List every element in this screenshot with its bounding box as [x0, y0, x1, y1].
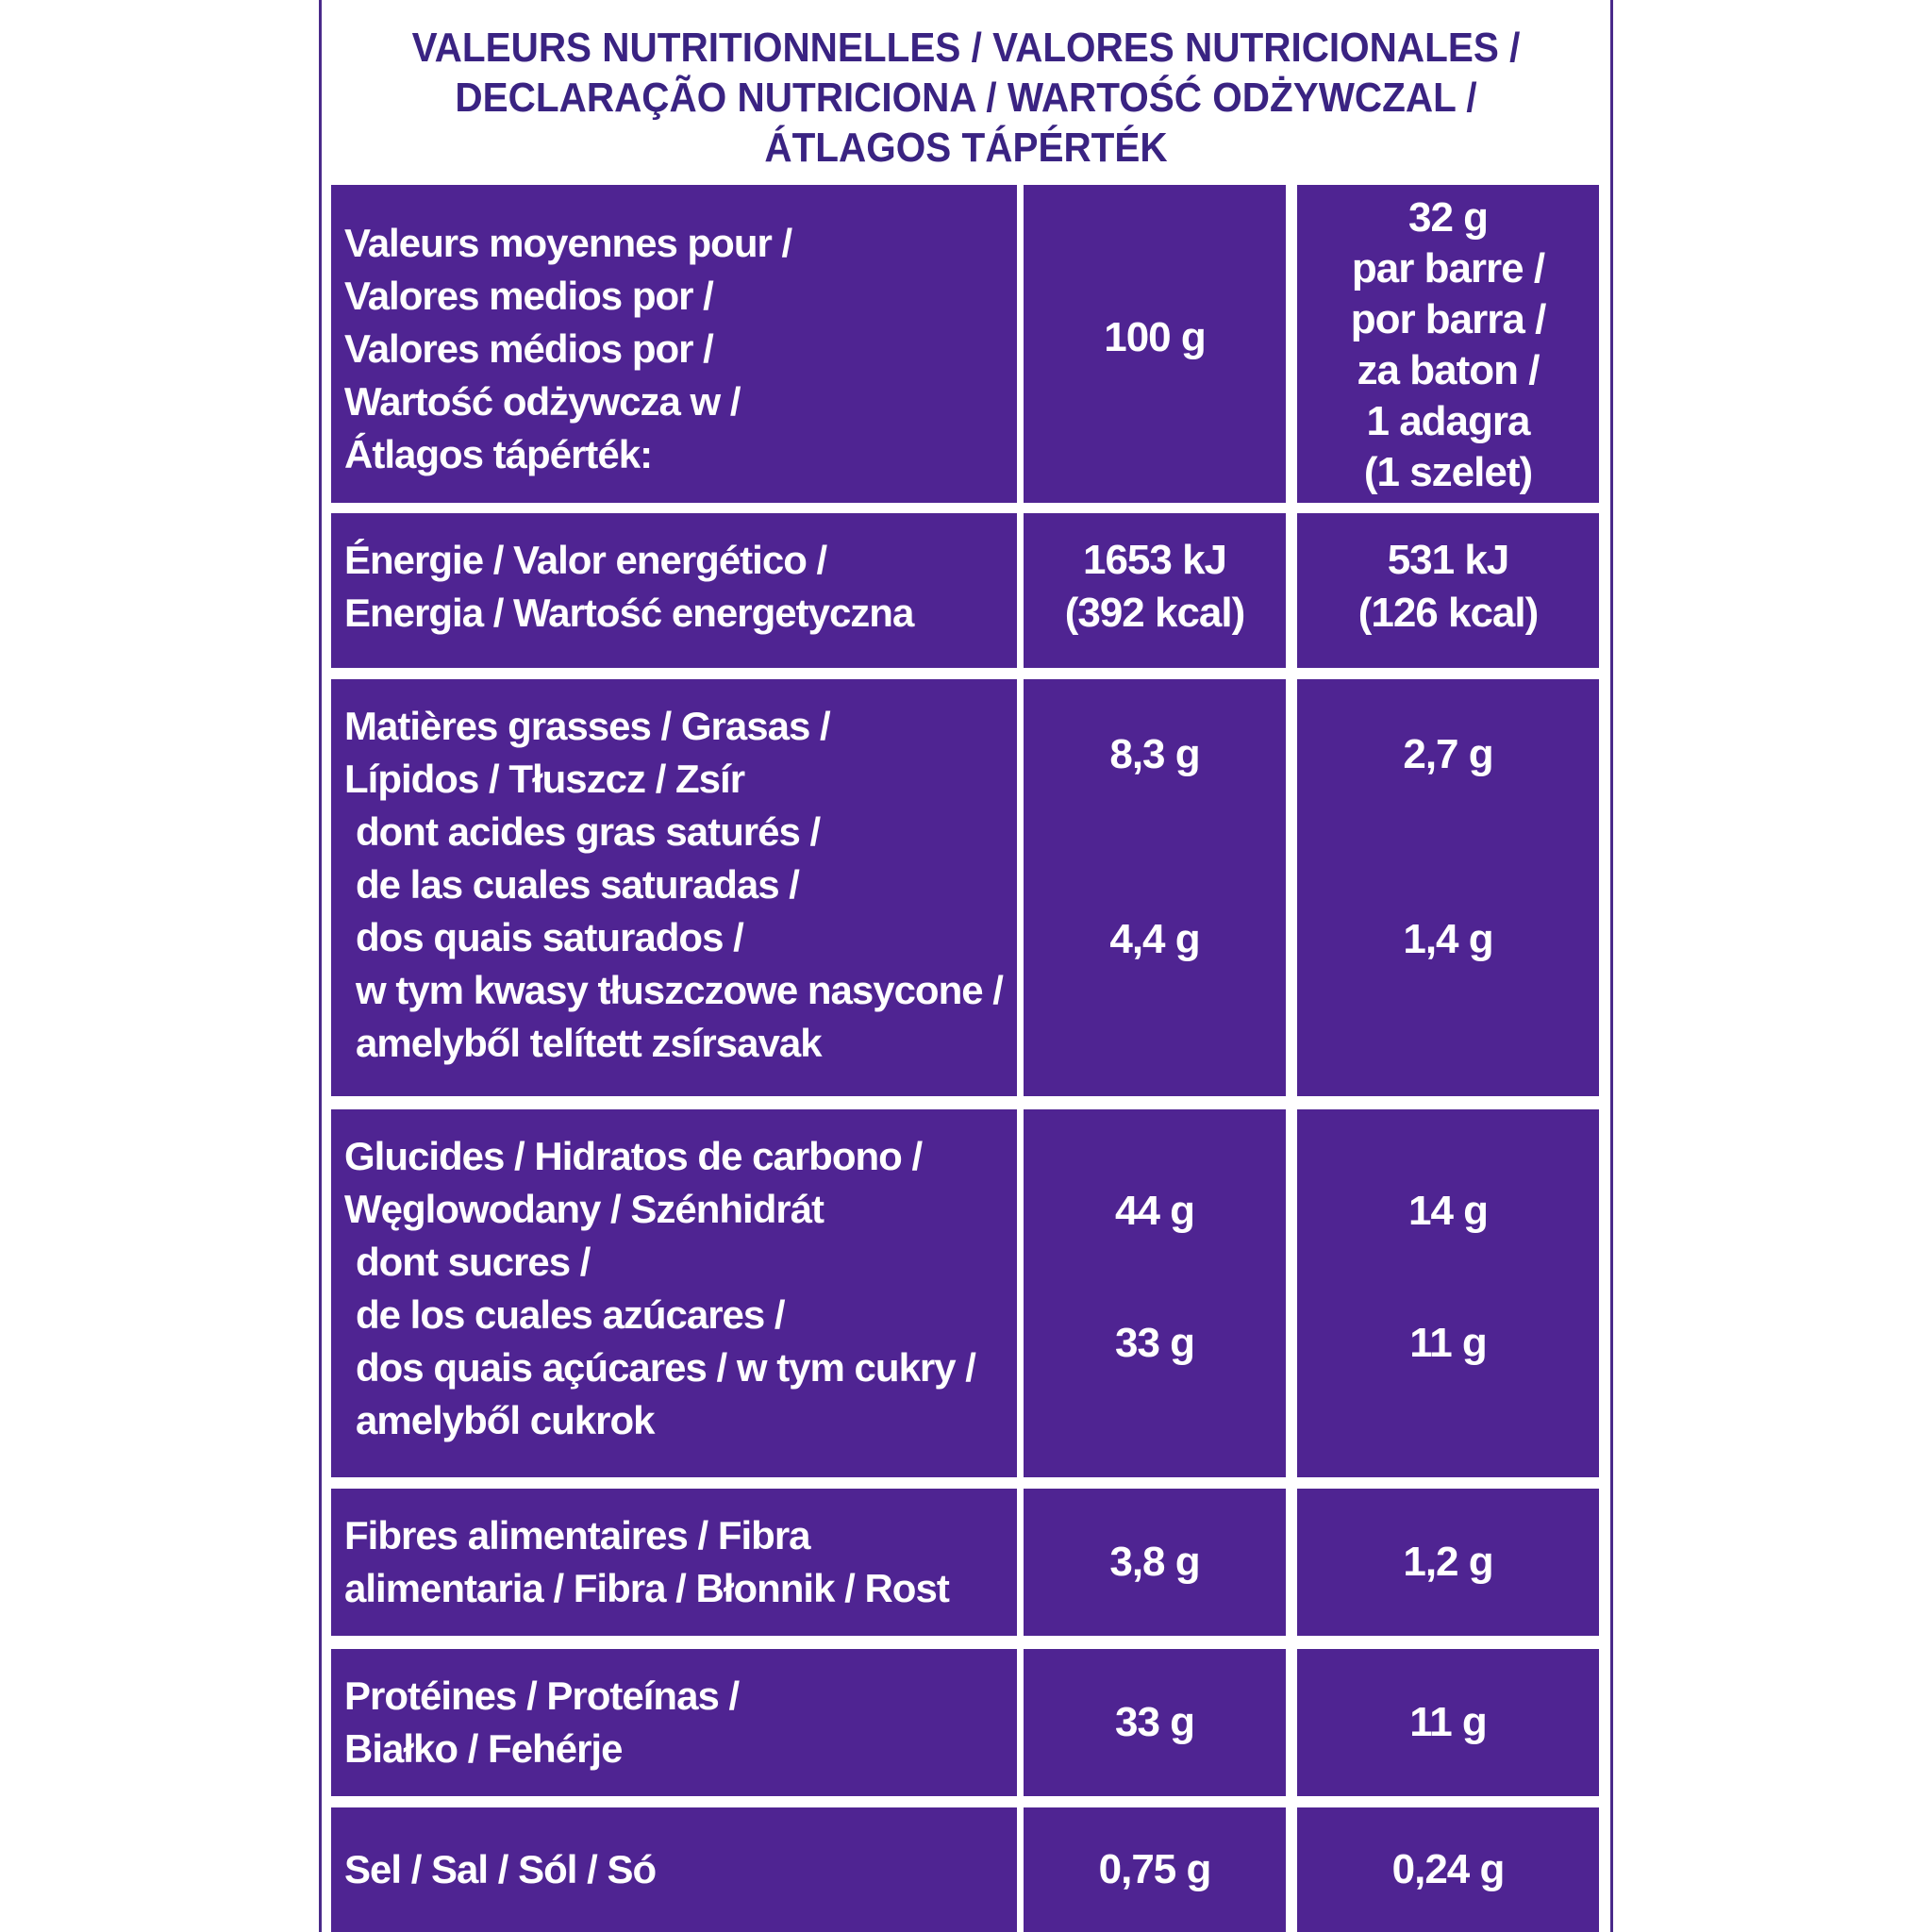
energy-label-cell	[331, 513, 1017, 668]
header-perbar-line: por barra /	[1350, 296, 1546, 342]
salt-label-cell	[331, 1807, 1017, 1932]
fat-perbar-cell	[1297, 679, 1599, 1096]
protein-label-cell	[331, 1649, 1017, 1796]
salt-perbar-cell	[1297, 1807, 1599, 1932]
saturates-per100-value: 4,4 g	[1109, 916, 1200, 962]
fibre-label-line: alimentaria / Fibra / Błonnik / Rost	[344, 1566, 949, 1610]
header-label-line: Átlagos tápérték:	[344, 432, 653, 476]
fat-sub-label-line: amelyből telített zsírsavak	[356, 1021, 822, 1065]
carbs-sub-label-line: dont sucres /	[356, 1240, 591, 1284]
label-title	[374, 23, 1559, 173]
header-label-line: Wartość odżywcza w /	[344, 379, 741, 424]
fat-sub-label-line: w tym kwasy tłuszczowe nasycone /	[356, 968, 1003, 1012]
fibre-label-cell	[331, 1489, 1017, 1636]
energy-perbar-cell	[1297, 513, 1599, 668]
header-perbar-line: (1 szelet)	[1363, 449, 1533, 495]
fat-per100-cell	[1024, 679, 1286, 1096]
header-perbar-line: za baton /	[1357, 347, 1540, 393]
carbs-sub-label-line: dos quais açúcares / w tym cukry /	[356, 1345, 975, 1390]
carbs-perbar-cell	[1297, 1109, 1599, 1477]
fat-perbar-value: 2,7 g	[1403, 731, 1493, 777]
fibre-per100-value: 3,8 g	[1109, 1539, 1200, 1585]
header-label-line: Valores medios por /	[344, 274, 713, 318]
carbs-perbar-value: 14 g	[1407, 1188, 1489, 1234]
fibre-per100-cell	[1024, 1489, 1286, 1636]
title-line: DECLARAÇÃO NUTRICIONA / WARTOŚĆ ODŻYWCZAL /	[455, 75, 1477, 121]
fat-label-cell	[331, 679, 1017, 1096]
fat-sub-label-line: dos quais saturados /	[356, 915, 743, 959]
energy-label-line: Energia / Wartość energetyczna	[344, 591, 914, 635]
header-label-cell	[331, 185, 1017, 503]
salt-per100-value: 0,75 g	[1098, 1846, 1211, 1892]
carbs-label-cell	[331, 1109, 1017, 1477]
header-label-line: Valeurs moyennes pour /	[344, 221, 792, 265]
carbs-label-line: Węglowodany / Szénhidrát	[344, 1187, 824, 1231]
saturates-perbar-value: 1,4 g	[1403, 916, 1493, 962]
protein-perbar-cell	[1297, 1649, 1599, 1796]
header-per100-value: 100 g	[1104, 314, 1206, 360]
fibre-perbar-cell	[1297, 1489, 1599, 1636]
energy-perbar-kj: 531 kJ	[1387, 537, 1509, 583]
protein-label-line: Protéines / Proteínas /	[344, 1674, 740, 1718]
carbs-sub-label-line: de los cuales azúcares /	[356, 1292, 785, 1337]
header-label-line: Valores médios por /	[344, 326, 713, 371]
sugars-perbar-value: 11 g	[1409, 1320, 1487, 1366]
carbs-per100-value: 44 g	[1114, 1188, 1195, 1234]
fat-label-line: Matières grasses / Grasas /	[344, 704, 830, 748]
energy-per100-cell	[1024, 513, 1286, 668]
header-per100-cell	[1024, 185, 1286, 503]
sugars-per100-value: 33 g	[1114, 1320, 1195, 1366]
carbs-label-line: Glucides / Hidratos de carbono /	[344, 1134, 923, 1178]
energy-per100-kcal: (392 kcal)	[1064, 590, 1245, 636]
title-line: VALEURS NUTRITIONNELLES / VALORES NUTRICIONALES /	[411, 25, 1521, 71]
energy-per100-kj: 1653 kJ	[1082, 537, 1227, 583]
fat-sub-label-line: de las cuales saturadas /	[356, 862, 799, 907]
header-perbar-line: 1 adagra	[1366, 398, 1530, 444]
header-perbar-cell	[1297, 185, 1599, 503]
protein-per100-value: 33 g	[1114, 1699, 1195, 1745]
salt-per100-cell	[1024, 1807, 1286, 1932]
protein-per100-cell	[1024, 1649, 1286, 1796]
salt-perbar-value: 0,24 g	[1391, 1846, 1505, 1892]
fat-sub-label-line: dont acides gras saturés /	[356, 809, 821, 854]
energy-perbar-kcal: (126 kcal)	[1357, 590, 1539, 636]
header-perbar-line: par barre /	[1351, 245, 1545, 291]
header-perbar-line: 32 g	[1407, 194, 1489, 241]
salt-label-line: Sel / Sal / Sól / Só	[344, 1847, 657, 1891]
fibre-label-line: Fibres alimentaires / Fibra	[344, 1513, 810, 1557]
carbs-sub-label-line: amelyből cukrok	[356, 1398, 655, 1442]
fat-per100-value: 8,3 g	[1109, 731, 1200, 777]
fat-label-line: Lípidos / Tłuszcz / Zsír	[344, 757, 745, 801]
fibre-perbar-value: 1,2 g	[1403, 1539, 1493, 1585]
energy-label-line: Énergie / Valor energético /	[344, 538, 827, 582]
title-line: ÁTLAGOS TÁPÉRTÉK	[764, 125, 1168, 171]
carbs-per100-cell	[1024, 1109, 1286, 1477]
protein-label-line: Białko / Fehérje	[344, 1726, 623, 1771]
protein-perbar-value: 11 g	[1409, 1699, 1487, 1745]
